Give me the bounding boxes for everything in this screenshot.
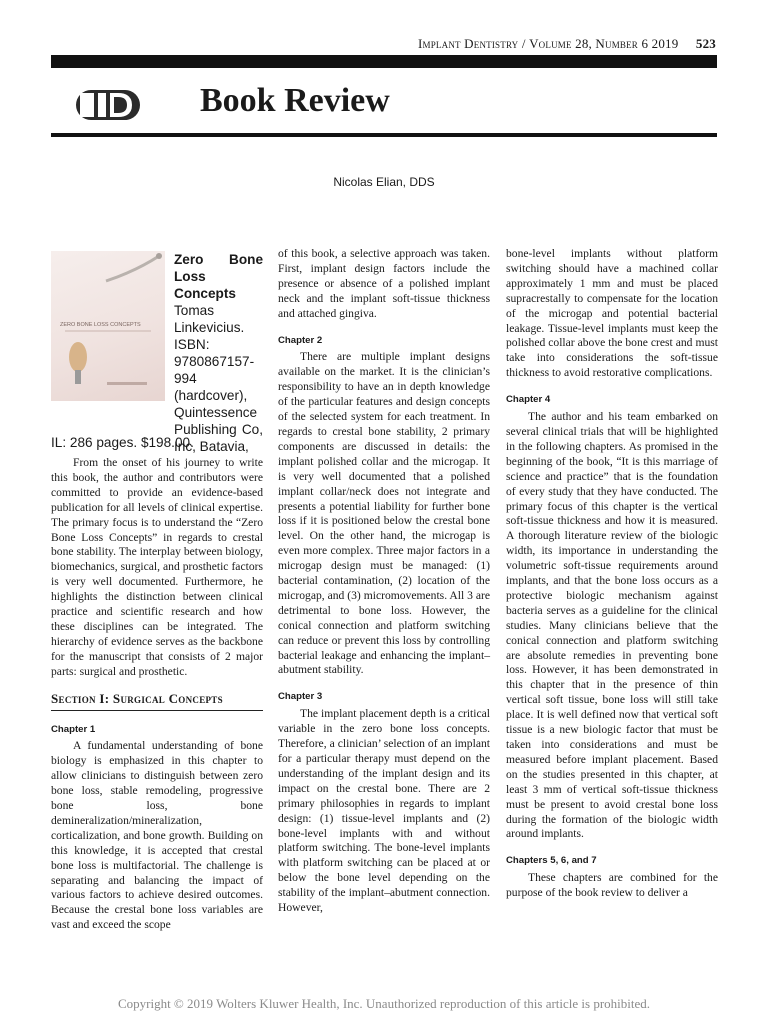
chapter-1-text: A fundamental understanding of bone biology is emphasized in this chapter to allow clinicians to distinguish between zero bone loss, stable remodeling, progressive bone loss, bone demineralization/mineralization, corticalization, and bone growth. Building on this knowledge, it is accepted that crestal bone loss is multifactorial. The challenge is separating and balancing the impact of various factors to achieve desired outcomes. Because the crestal bone loss variables are vast and exceed the scope [51,739,263,932]
chapter-1-heading: Chapter 1 [51,723,96,735]
running-header [0,36,716,52]
volume-issue: Volume 28, Number 6 [529,36,649,51]
book-info [174,251,263,455]
book-details-tail: IL: 286 pages. $198.00. [51,435,194,450]
book-cover-art [51,251,165,401]
review-author: Nicolas Elian, DDS [333,175,435,189]
header-separator: / [521,36,526,51]
header-bar [51,55,717,68]
book-card [51,251,263,456]
chapter-1-continued: of this book, a selective approach was taken. First, implant design factors include the presence or absence of a polished implant neck and the implant soft-tissue thickness and attached gingiva. [278,247,490,320]
journal-name: Implant Dentistry [417,36,519,51]
book-cover-title: ZERO BONE LOSS CONCEPTS [60,322,141,328]
page-title: Book Review [200,82,390,119]
page-number: 523 [695,36,716,51]
book-cover-image [51,251,165,401]
intro-paragraph: From the onset of his journey to write this book, the author and contributors were committed to provide an evidence-based publication for all levels of clinical expertise. The primary focus is to understand the “Zero Bone Loss Concepts” in regards to crestal bone stability. The interplay between biology, biomechanics, surgical, and prosthetic factors is very well documented. Furthermore, he highlights the distinction between clinical practice and scientific research and how these disciplines can be integrated. The hierarchy of evidence serves as the backbone for the manuscript that consists of 2 major parts: surgical and prosthetic. [51,456,263,678]
column-2 [278,247,490,916]
book-title: Zero Bone Loss Concepts [174,252,263,301]
copyright-notice: Copyright © 2019 Wolters Kluwer Health, Inc. Unauthorized reproduction of this article is prohibited. [117,996,651,1011]
chapter-3-text: The implant placement depth is a critical variable in the zero bone loss concepts. Therefore, a clinician’ selection of an implant for a particular therapy must depend on the understanding of the implant design and its impact on the crestal bone. There are 2 primary philosophies in regards to implant design: (1) tissue-level implants and (2) bone-level implants with and without platform switching. The bone-level implants with platform switching can be placed at or below the bone level depending on the stability of the implant–abutment connection. However, [278,707,490,915]
column-3 [506,247,718,901]
chapter-4-text: The author and his team embarked on several clinical trials that will be highlighted in the following chapters. As promised in the beginning of the book, “It is this marriage of science and practice” that is the foundation of every study that they have conducted. The primary focus of this chapter is the vertical soft-tissue thickness and how it is measured. A thorough literature review of the biologic width, its importance in understanding the volumetric soft-tissue requirements around implants, and that the bone loss occurs as a protective biologic mechanism against bacteria serves as a guideline for the clinical studies. Many clinicians believe that the conical connection and platform switching are absolute remedies in preventing bone loss. However, it has been demonstrated in this chapter that in the presence of thin vertical soft tissue, bone loss will still take place. It is well defined now that vertical soft tissue is a new biologic factor that must be taken into considerations and must be measured before implant placement. Based on the studies presented in this chapter, at least 3 mm of vertical soft-tissue thickness must be present to avoid crestal bone loss during the formation of the biologic width around implants. [506,410,718,841]
header-year: 2019 [651,36,679,51]
column-1 [51,251,263,933]
title-rule [51,133,717,137]
chapter-3-continued: bone-level implants without platform switching should have a machined collar approximately 1 mm and must be placed supracrestally to compensate for the location of the microgap and potential bacterial leakage. Tissue-level implants must keep the polished collar above the bone crest and must take into considerations the soft-tissue thickness to avoid restorative complications. [506,247,718,380]
chapter-2-text: There are multiple implant designs available on the market. It is the clinician’s responsibility to have an in depth knowledge of the particular features and design concepts of the selected system for each treatment. In regards to crestal bone stability, 2 primary components are discussed in details: the implant polished collar and the microgap. It is very well documented that a polished implant collar/neck does not integrate and presents a potential liability for further bone loss if it is positioned below the crestal bone level. On the other hand, the microgap is even more complex. Three major factors in a microgap design must be managed: (1) bacterial contamination, (2) location of the microgap, and (3) micromovements. All 3 are detrimental to bone loss. However, the conical connection and platform switching can reduce or prevent this loss by controlling bacterial leakage and enhancing the implant–abutment stability. [278,350,490,677]
chapter-3-heading: Chapter 3 [278,691,323,703]
chapter-4-heading: Chapter 4 [506,394,551,406]
chapter-2-heading: Chapter 2 [278,334,323,346]
chapters-5-6-7-heading: Chapters 5, 6, and 7 [506,855,597,867]
book-details: Tomas Linkevicius. ISBN: 9780867157-994 (hardcover), Quintessence Publishing Co, Inc, Batavia, [174,303,263,454]
chapters-5-6-7-text: These chapters are combined for the purpose of the book review to deliver a [506,871,718,900]
journal-logo [74,86,142,124]
section-heading: Section I: Surgical Concepts [51,692,263,711]
